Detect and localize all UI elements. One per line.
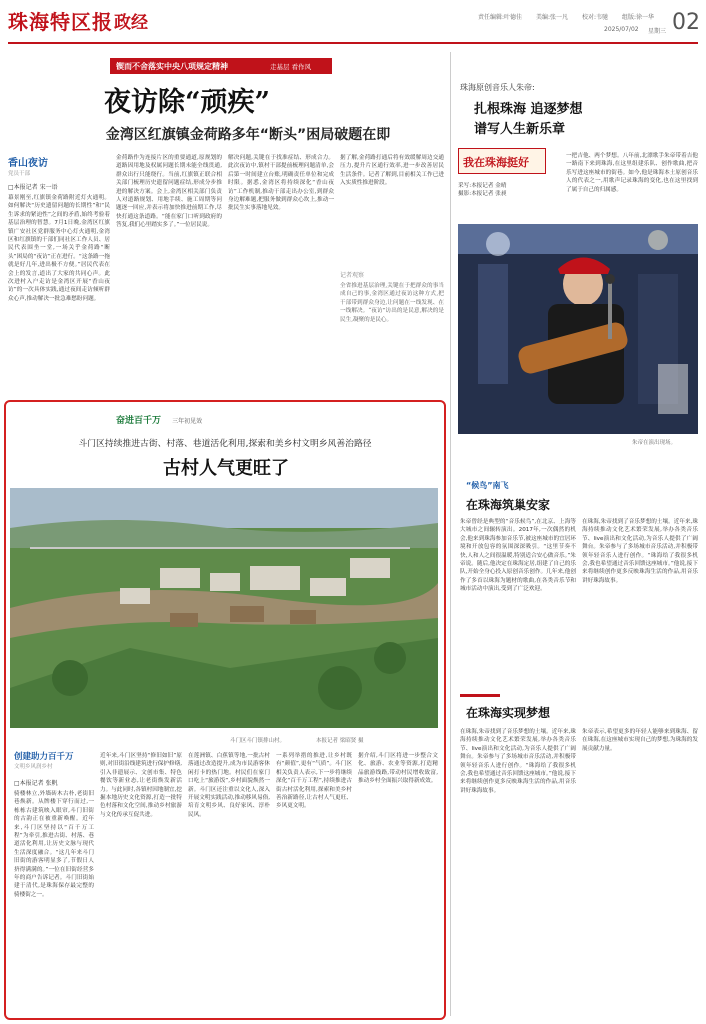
- lead-col-2: 金荷路作为连接片区的重要通道,原规划的道路因用地及权属问题长期未能全线贯通,群众出行只能绕行。当前,红旗镇正联合相关部门梳理历史遗留问题症结,形成分步推进的解决方案。会上,金湾区相关部门负责人对道路规划、用地手续、施工周期等问题逐一回应,并表示将加快推进前期工作,尽快打通这条道路。“能在家门口听到政府的答复,我们心里踏实多了。”一位居民说。: [116, 155, 222, 229]
- feature-column-name: 创建助力百千万: [14, 752, 74, 762]
- proof-credit: 校对:韦驰: [582, 14, 609, 21]
- side-editors: 采写:本报记者 金晴 摄影:本报记者 张昶: [458, 183, 507, 198]
- issue-date: 2025/07/02: [604, 26, 639, 33]
- lead-column-sub: 党员干部: [8, 171, 31, 177]
- feature-col-2: 近年来,斗门区坚持“修旧如旧”原则,对旧街沿线建筑进行保护修缮,引入非遗展示、文创市集、特色餐饮等新业态,让老街焕发新活力。与此同时,各镇村因地制宜,挖掘本地历史文化资源,打造一批特色村落和文化空间,推动乡村旅游与文化传承互促共进。: [100, 753, 182, 818]
- feature-col-5: 据介绍,斗门区将进一步整合文化、旅游、农业等资源,打造精品旅游线路,带动村民增收致富,推动乡村全面振兴取得新成效。: [358, 753, 438, 785]
- masthead-rule: [8, 42, 698, 44]
- lead-col-4: 据了解,金荷路打通后将有效缓解周边交通压力,提升片区通行效率,进一步改善居民生活条件。记者了解到,目前相关工作已进入实质性推进阶段。: [340, 155, 444, 187]
- feature-title: 古村人气更旺了: [163, 458, 289, 479]
- feature-column: [14, 750, 94, 770]
- village-caption: 斗门区斗门镇排山村。: [230, 738, 286, 744]
- issue-weekday: 星期三: [648, 28, 667, 35]
- group-credit: 组版:徐一华: [622, 14, 655, 21]
- side-column-tag: [458, 148, 546, 174]
- side-h1-kicker: “候鸟”南飞: [466, 481, 509, 490]
- lead-column: [8, 154, 74, 177]
- feature-col-1: 骑楼林立,外墙砖木古朴,老街旧巷焕新。从牌楼下穿行而过,一栋栋古建筑映入眼帘,斗门旧街的古韵正在被重新唤醒。近年来,斗门区坚持以“百千万工程”为牵引,推进古街、村落、巷道活化利用,让历史文脉与现代生活深度融合。“这几年来斗门旧街的游客明显多了,节假日人挤得满满的。”一位在旧街经营多年的商户告诉记者。斗门旧街始建于清代,是珠海保存最完整的骑楼街之一。: [14, 791, 94, 898]
- photo-caption: 朱帝在演出现场。: [632, 440, 677, 446]
- banner-text: 锲而不舍落实中央八项规定精神: [116, 62, 228, 71]
- lead-byline: □本报记者 宋一语: [8, 184, 58, 191]
- side-column-name: 我在珠海挺好: [463, 156, 529, 169]
- lead-col-3: 解决问题,关键在于找准症结、形成合力。此次夜访中,镇村干部提前梳理问题清单,会后第一时间建立台账,明确责任单位和完成时限。据悉,金湾区将持续深化“香山夜访”工作机制,推动干部走出办公室,到群众身边解难题,把服务做到群众心坎上,推动一批民生实事落地见效。: [228, 155, 334, 212]
- musician-photo: [458, 224, 698, 434]
- side-kicker: 珠海原创音乐人朱帝:: [460, 83, 535, 92]
- side-body-1b: 在珠海,朱帝找到了音乐梦想的土壤。近年来,珠海持续推动文化艺术繁荣发展,举办各类音乐节、live演出和文化活动,为音乐人提供了广阔舞台。朱帝参与了多场城市音乐活动,并积极带领年轻音乐人进行创作。“珠海给了我很多机会,我也希望通过音乐回馈这座城市。”他说,接下来将继续创作更多反映珠海生活的作品,用音乐讲好珠海故事。: [582, 519, 698, 584]
- side-body-1a: 朱帝曾经是典型的“音乐候鸟”,在北京、上海等大城市之间辗转演出。2017年,一次偶然的机会,他来到珠海参加音乐节,被这座城市的宜居环境和开放包容的氛围深深吸引。“这里节奏不快,人和人之间很温暖,特别适合安心做音乐。”朱帝说。随后,他决定在珠海定居,组建了自己的乐队,开始全身心投入原创音乐创作。几年来,他创作了多首以珠海为题材的歌曲,在各类音乐节和城市活动中演出,受到了广泛欢迎。: [460, 519, 576, 593]
- editor-credit: 责任编辑:叶德佳: [478, 14, 523, 21]
- paper-logo: 珠海特区报: [8, 10, 113, 34]
- art-credit: 美编:张一凡: [536, 14, 569, 21]
- side-body-2a: 在珠海,朱帝找到了音乐梦想的土壤。近年来,珠海持续推动文化艺术繁荣发展,举办各类音乐节、live演出和文化活动,为音乐人提供了广阔舞台。朱帝参与了多场城市音乐活动,并积极带领年轻音乐人进行创作。“珠海给了我很多机会,我也希望通过音乐回馈这座城市。”他说,接下来将继续创作更多反映珠海生活的作品,用音乐讲好珠海故事。: [460, 729, 576, 794]
- village-photo: [10, 488, 438, 728]
- banner-sub: 走基层 看作风: [270, 63, 312, 71]
- side-h2-bar: [460, 694, 500, 697]
- feature-column-sub: 文明乡风润乡村: [14, 764, 53, 770]
- side-title-1: 扎根珠海 追逐梦想: [474, 102, 583, 117]
- lead-column-name: 香山夜访: [8, 158, 48, 169]
- lead-title-a: 夜访除: [104, 87, 185, 118]
- column-divider: [450, 52, 451, 1016]
- feature-kicker: 斗门区持续推进古街、村落、巷道活化利用,探索和美乡村文明乡风善治路径: [78, 439, 372, 449]
- lead-comment: 全省推进基层治理,关键在于把群众的事当成自己的事,金湾区通过夜访这种方式,把干部带到群众身边,让问题在一线发现、在一线解决。“夜访”访出的是民意,解决的是民生,凝聚的是民心。: [340, 283, 444, 323]
- side-h1: 在珠海筑巢安家: [466, 498, 551, 512]
- feature-col-3: 在莲洲镇、白蕉镇等地,一批古村落通过改造提升,成为市民游客休闲打卡的热门地。村民们在家门口吃上“旅游饭”,乡村面貌焕然一新。斗门区还注重以文化人,深入开展文明实践活动,推动移风易俗,培育文明乡风、良好家风、淳朴民风。: [188, 753, 270, 818]
- side-h2: 在珠海实现梦想: [466, 706, 551, 720]
- lead-title: [104, 80, 270, 119]
- page-number: 02: [672, 10, 700, 35]
- feature-tag-main: 奋进百千万: [116, 416, 162, 426]
- section-name: 政经: [114, 13, 148, 33]
- lead-col-1: 幕景刚至,红旗镇金荷路附近灯火通明。如何解决“历史遗留问题的长期性”和“民生诉求的紧迫性”之间的矛盾,始终考验着基层治理的智慧。7月1日晚,金湾区红旗镇广安社区党群服务中心灯火通明,金湾区和红旗镇的干部们同社区工作人员、居民代表围坐一堂,一场关乎金荷路“断头”困局的“夜访”正在进行。“这条路一拖就是好几年,进出极不方便。”居民代表在会上的发言,道出了大家的共同心声。此次进村入户走访是金湾区开展“香山夜访”的一次具体实践,通过夜间走访倾听群众心声,推动解决一批急难愁盼问题。: [8, 195, 110, 302]
- photo-illustration: [458, 224, 698, 434]
- feature-tag: [116, 408, 202, 427]
- village-credit: 本报记者 梁昭贤 摄: [316, 738, 364, 744]
- feature-col-4: 一系列举措的推进,让乡村既有“颜值”,更有“气质”。斗门区相关负责人表示,下一步将继续深化“百千万工程”,持续推进古街古村活化利用,探索和美乡村善治新路径,让古村人气更旺、乡风更文明。: [276, 753, 352, 810]
- aerial-illustration: [10, 488, 438, 728]
- masthead: [8, 4, 698, 42]
- feature-tag-sub: 三年初见效: [172, 418, 203, 425]
- lead-subtitle: 金湾区红旗镇金荷路多年“断头”困局破题在即: [105, 127, 391, 143]
- lead-comment-by: 记者观察: [340, 272, 365, 279]
- side-intro: 一把吉他、两个梦想。八年前,北漂歌手朱帝带着吉他一路南下来到珠海,在这里组建乐队、创作歌曲,把音乐写进这座城市的街巷。如今,他是珠海本土原创音乐人的代表之一,用歌声记录珠海的变化,也在这里找到了属于自己的归属感。: [566, 153, 698, 193]
- feature-byline: □本报记者 张帆: [14, 780, 58, 787]
- side-title-2: 谱写人生新乐章: [474, 122, 566, 137]
- lead-title-b: “顽疾”: [185, 87, 271, 118]
- side-body-2b: 朱帝表示,希望更多的年轻人能够来到珠海、留在珠海,在这座城市实现自己的梦想,为珠海的发展贡献力量。: [582, 729, 698, 752]
- banner: [110, 58, 332, 74]
